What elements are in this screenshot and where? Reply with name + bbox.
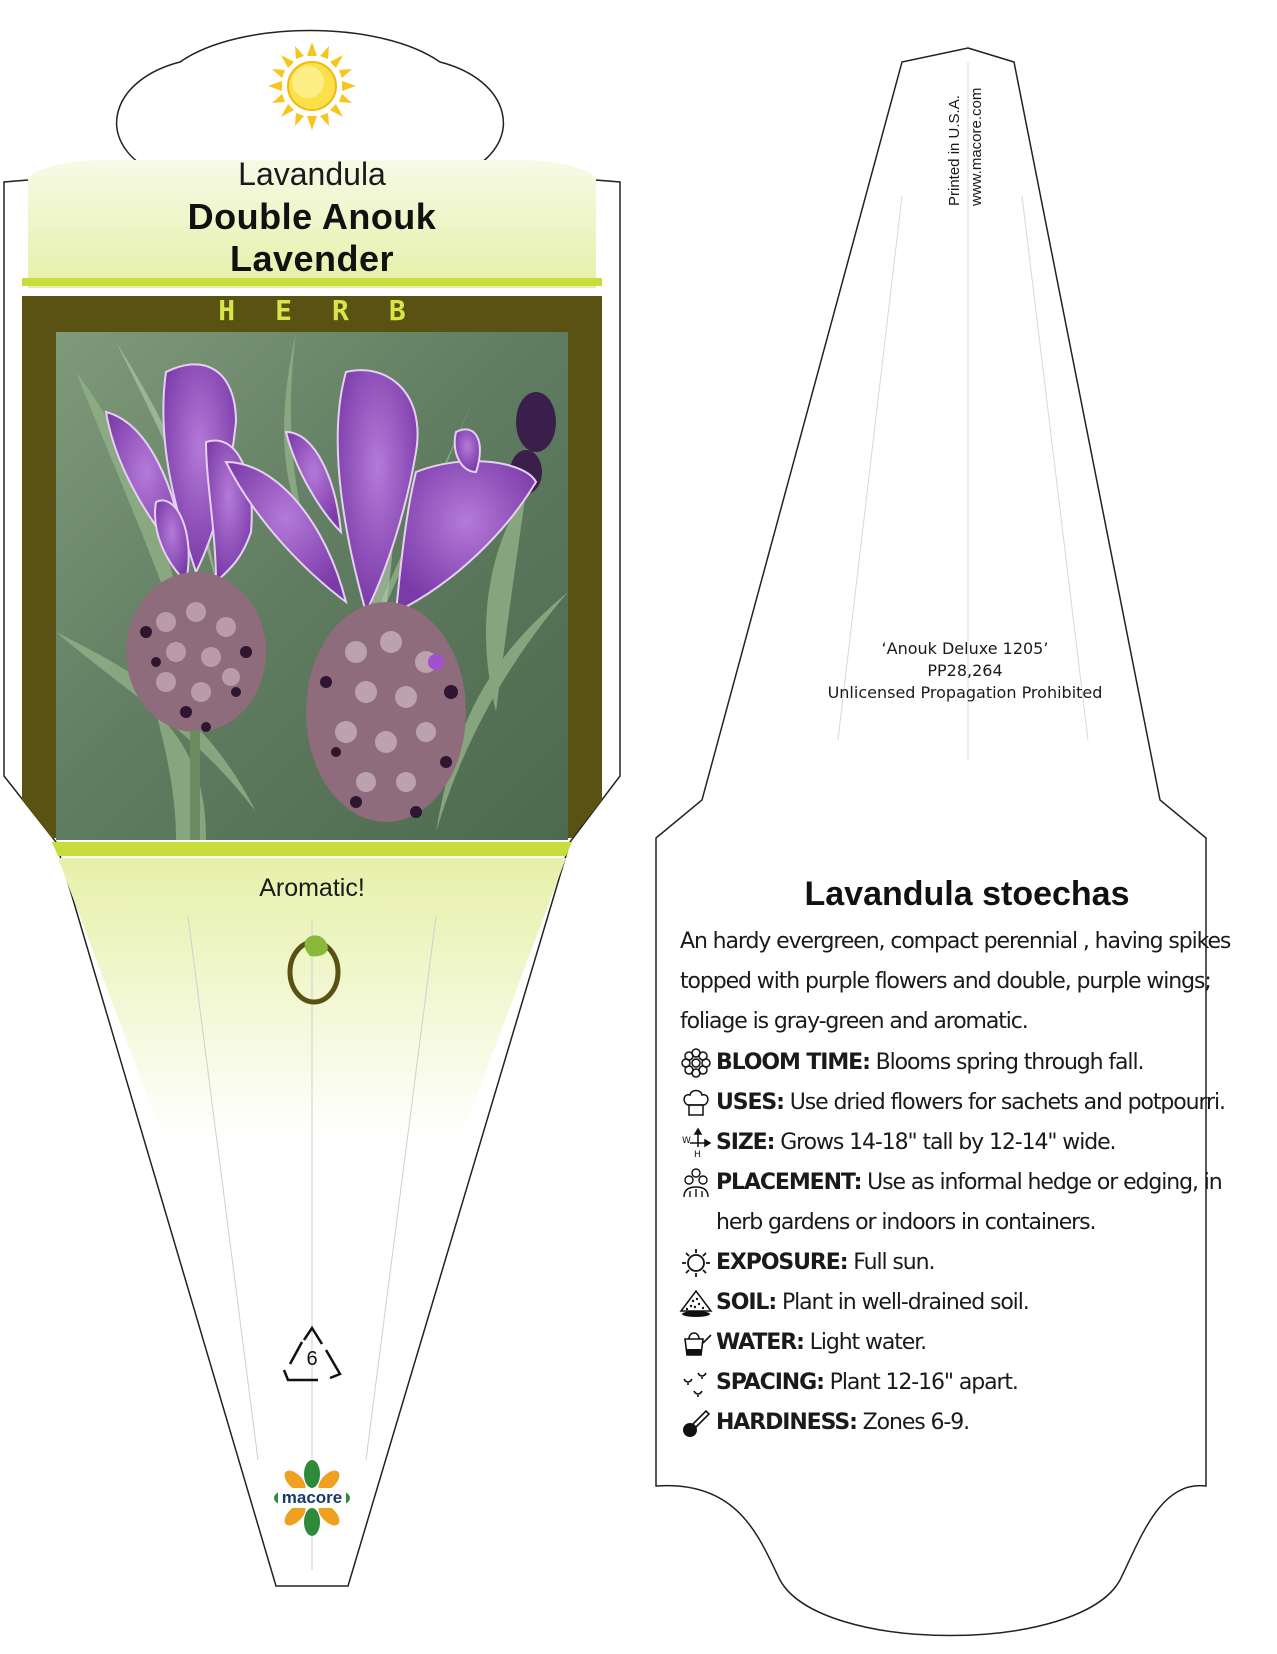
recycle-number: 6	[306, 1348, 318, 1370]
spacing-icon	[676, 1363, 716, 1403]
genus-name: Lavandula	[238, 156, 386, 192]
placement-icon	[676, 1163, 716, 1203]
printed-in: Printed in U.S.A.	[946, 95, 963, 206]
patent-info	[770, 638, 1160, 704]
plant-photo	[56, 332, 568, 840]
watering-can-icon	[676, 1323, 716, 1363]
plant-category: HERB	[218, 294, 446, 327]
attr-exposure: EXPOSURE: Full sun.	[676, 1243, 1262, 1283]
thermometer-icon	[676, 1403, 716, 1443]
sun-icon	[676, 1243, 716, 1283]
sun-icon	[268, 42, 356, 130]
svg-text:W: W	[682, 1136, 690, 1146]
plant-description: An hardy evergreen, compact perennial , having spikes topped with purple flowers and double, purple wings; foliage is gray-green and aromatic.	[680, 929, 1231, 1034]
tagline: Aromatic!	[259, 874, 365, 902]
attr-size: W H SIZE: Grows 14-18" tall by 12-14" wide.	[676, 1123, 1262, 1163]
print-info	[946, 87, 985, 366]
cultivar-line-1: Double Anouk	[187, 196, 437, 237]
svg-text:H: H	[694, 1150, 700, 1159]
attr-hardiness: HARDINESS: Zones 6-9.	[676, 1403, 1262, 1443]
patent-notice: Unlicensed Propagation Prohibited	[827, 683, 1103, 702]
cultivar-line-2: Lavender	[229, 238, 395, 279]
logo-text: macore	[281, 1488, 343, 1507]
care-attributes	[676, 1043, 1262, 1443]
flower-icon	[676, 1043, 716, 1083]
website: www.macore.com	[968, 87, 985, 206]
attr-soil: SOIL: Plant in well-drained soil.	[676, 1283, 1262, 1323]
patent-cultivar: ‘Anouk Deluxe 1205’	[881, 639, 1049, 658]
size-arrows-icon	[676, 1123, 716, 1163]
lime-trim	[52, 842, 572, 856]
chef-hat-icon	[676, 1083, 716, 1123]
patent-number: PP28,264	[927, 661, 1003, 680]
attr-placement: PLACEMENT: Use as informal hedge or edging, in herb gardens or indoors in containers.	[676, 1163, 1262, 1243]
attr-spacing: SPACING: Plant 12-16" apart.	[676, 1363, 1262, 1403]
attr-uses: USES: Use dried flowers for sachets and potpourri.	[676, 1083, 1262, 1123]
attr-bloom-time: BLOOM TIME: Blooms spring through fall.	[676, 1043, 1262, 1083]
soil-icon	[676, 1283, 716, 1323]
species-name: Lavandula stoechas	[804, 875, 1130, 913]
attr-water: WATER: Light water.	[676, 1323, 1262, 1363]
cultivar-name	[0, 196, 624, 280]
